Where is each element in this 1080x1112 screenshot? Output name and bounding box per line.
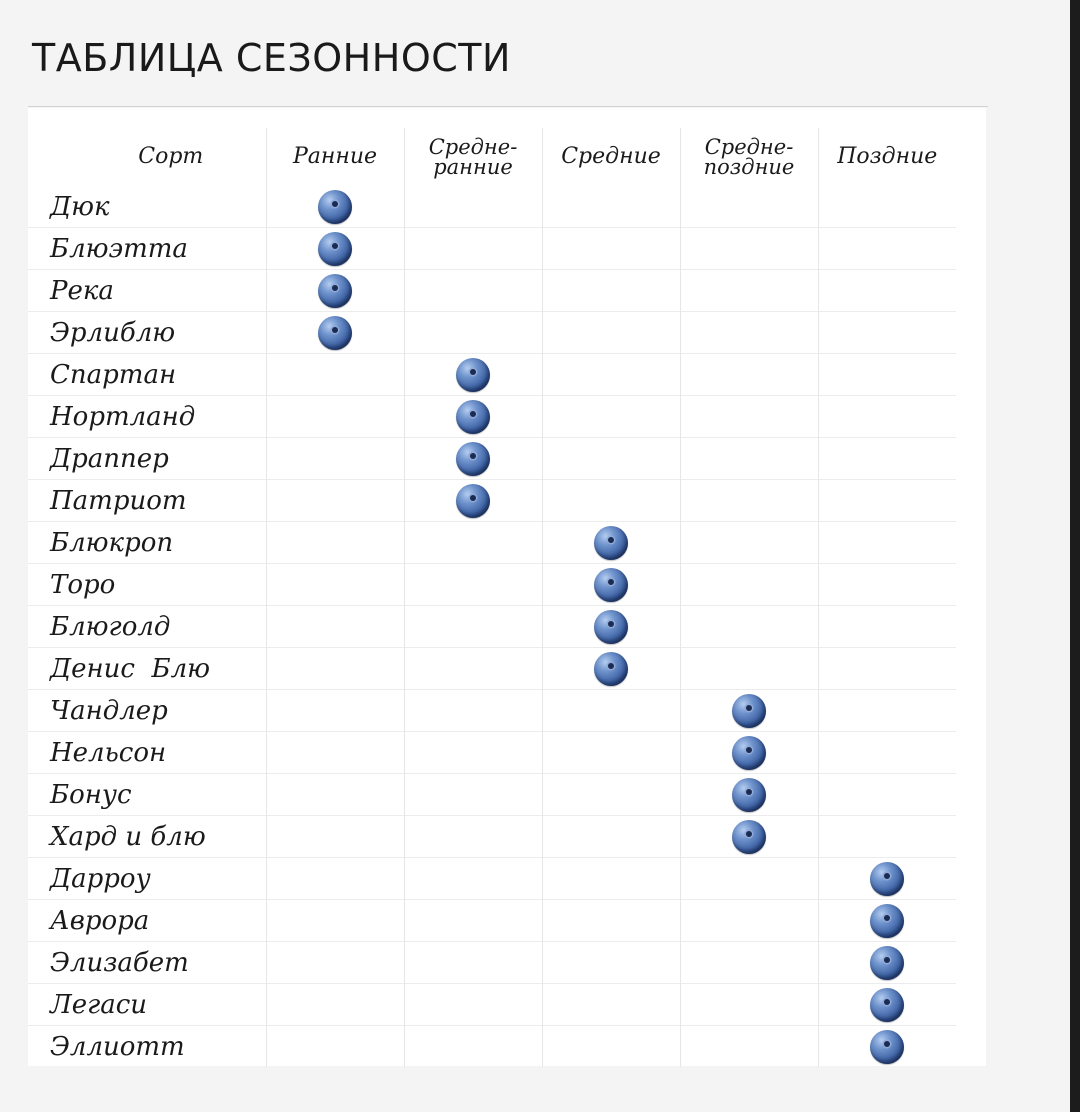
season-cell-mid_late — [680, 774, 818, 816]
season-cell-mid_early — [404, 354, 542, 396]
season-cell-late — [818, 480, 956, 522]
season-cell-mid_early — [404, 858, 542, 900]
blueberry-icon — [456, 358, 490, 392]
season-cell-mid_late — [680, 648, 818, 690]
header-row — [28, 128, 956, 186]
variety-name: Патриот — [28, 480, 266, 522]
season-cell-early — [266, 606, 404, 648]
season-cell-early — [266, 858, 404, 900]
season-cell-late — [818, 732, 956, 774]
season-cell-late — [818, 606, 956, 648]
table-body — [28, 186, 956, 1067]
season-cell-mid — [542, 396, 680, 438]
seasonality-table-panel — [28, 108, 986, 1066]
season-cell-late — [818, 270, 956, 312]
header-late: Поздние — [818, 128, 956, 186]
season-cell-mid_early — [404, 774, 542, 816]
season-cell-mid — [542, 522, 680, 564]
blueberry-icon — [594, 526, 628, 560]
season-cell-mid_late — [680, 438, 818, 480]
season-cell-early — [266, 942, 404, 984]
blueberry-icon — [594, 652, 628, 686]
variety-name: Легаси — [28, 984, 266, 1026]
table-row — [28, 186, 956, 228]
season-cell-late — [818, 816, 956, 858]
variety-name: Бонус — [28, 774, 266, 816]
season-cell-mid_late — [680, 858, 818, 900]
season-cell-late — [818, 564, 956, 606]
season-cell-mid_late — [680, 690, 818, 732]
season-cell-mid — [542, 270, 680, 312]
blueberry-icon — [318, 232, 352, 266]
season-cell-mid_early — [404, 690, 542, 732]
season-cell-mid_late — [680, 522, 818, 564]
season-cell-mid_late — [680, 396, 818, 438]
season-cell-early — [266, 480, 404, 522]
season-cell-mid_late — [680, 816, 818, 858]
blueberry-icon — [318, 190, 352, 224]
season-cell-late — [818, 354, 956, 396]
blueberry-icon — [594, 568, 628, 602]
season-cell-late — [818, 228, 956, 270]
season-cell-mid_late — [680, 606, 818, 648]
season-cell-mid — [542, 690, 680, 732]
table-row — [28, 900, 956, 942]
blueberry-icon — [870, 1030, 904, 1064]
season-cell-late — [818, 312, 956, 354]
page-title: ТАБЛИЦА СЕЗОННОСТИ — [32, 36, 511, 80]
season-cell-late — [818, 858, 956, 900]
variety-name: Нортланд — [28, 396, 266, 438]
season-cell-mid_late — [680, 228, 818, 270]
season-cell-late — [818, 186, 956, 228]
blueberry-icon — [456, 442, 490, 476]
season-cell-mid_early — [404, 438, 542, 480]
header-mid-early: Средне- ранние — [404, 128, 542, 186]
season-cell-early — [266, 648, 404, 690]
table-row — [28, 984, 956, 1026]
blueberry-icon — [732, 736, 766, 770]
season-cell-mid — [542, 774, 680, 816]
season-cell-mid — [542, 228, 680, 270]
season-cell-late — [818, 648, 956, 690]
season-cell-early — [266, 690, 404, 732]
season-cell-late — [818, 984, 956, 1026]
table-row — [28, 774, 956, 816]
table-row — [28, 564, 956, 606]
season-cell-mid_late — [680, 186, 818, 228]
blueberry-icon — [732, 778, 766, 812]
table-row — [28, 438, 956, 480]
season-cell-mid — [542, 606, 680, 648]
table-row — [28, 942, 956, 984]
season-cell-early — [266, 774, 404, 816]
season-cell-mid — [542, 816, 680, 858]
blueberry-icon — [456, 484, 490, 518]
window-edge — [1070, 0, 1080, 1112]
season-cell-early — [266, 1026, 404, 1068]
variety-name: Чандлер — [28, 690, 266, 732]
season-cell-early — [266, 354, 404, 396]
season-cell-early — [266, 816, 404, 858]
variety-name: Блюголд — [28, 606, 266, 648]
season-cell-mid — [542, 480, 680, 522]
season-cell-mid — [542, 984, 680, 1026]
season-cell-late — [818, 438, 956, 480]
season-cell-mid_early — [404, 606, 542, 648]
season-cell-early — [266, 522, 404, 564]
table-row — [28, 270, 956, 312]
season-cell-mid_late — [680, 732, 818, 774]
season-cell-mid_early — [404, 312, 542, 354]
table-row — [28, 480, 956, 522]
table-row — [28, 1026, 956, 1068]
season-cell-mid — [542, 1026, 680, 1068]
season-cell-mid_late — [680, 900, 818, 942]
table-row — [28, 396, 956, 438]
season-cell-mid_early — [404, 564, 542, 606]
season-cell-mid_early — [404, 900, 542, 942]
season-cell-mid — [542, 312, 680, 354]
table-row — [28, 648, 956, 690]
blueberry-icon — [870, 862, 904, 896]
variety-name: Торо — [28, 564, 266, 606]
season-cell-mid — [542, 186, 680, 228]
table-row — [28, 690, 956, 732]
season-cell-early — [266, 228, 404, 270]
table-row — [28, 858, 956, 900]
season-cell-early — [266, 900, 404, 942]
variety-name: Река — [28, 270, 266, 312]
season-cell-mid_early — [404, 396, 542, 438]
season-cell-mid — [542, 648, 680, 690]
season-cell-mid_early — [404, 480, 542, 522]
seasonality-table — [28, 128, 956, 1067]
blueberry-icon — [318, 274, 352, 308]
season-cell-early — [266, 438, 404, 480]
season-cell-mid_early — [404, 732, 542, 774]
header-early: Ранние — [266, 128, 404, 186]
season-cell-early — [266, 732, 404, 774]
header-variety: Сорт — [138, 144, 204, 169]
blueberry-icon — [870, 904, 904, 938]
season-cell-late — [818, 942, 956, 984]
season-cell-early — [266, 312, 404, 354]
season-cell-late — [818, 774, 956, 816]
header-mid: Средние — [542, 128, 680, 186]
variety-name: Драппер — [28, 438, 266, 480]
season-cell-late — [818, 690, 956, 732]
variety-name: Хард и блю — [28, 816, 266, 858]
variety-name: Денис Блю — [28, 648, 266, 690]
season-cell-mid — [542, 900, 680, 942]
season-cell-mid_late — [680, 480, 818, 522]
variety-name: Дюк — [50, 191, 110, 222]
variety-name: Элизабет — [28, 942, 266, 984]
season-cell-mid — [542, 354, 680, 396]
variety-name: Аврора — [28, 900, 266, 942]
blueberry-icon — [594, 610, 628, 644]
season-cell-mid_late — [680, 270, 818, 312]
season-cell-late — [818, 1026, 956, 1068]
season-cell-early — [266, 396, 404, 438]
season-cell-mid_late — [680, 354, 818, 396]
blueberry-icon — [732, 694, 766, 728]
season-cell-late — [818, 396, 956, 438]
season-cell-late — [818, 522, 956, 564]
season-cell-mid_early — [404, 270, 542, 312]
season-cell-mid — [542, 732, 680, 774]
table-row — [28, 228, 956, 270]
blueberry-icon — [870, 946, 904, 980]
season-cell-mid_early — [404, 228, 542, 270]
season-cell-early — [266, 984, 404, 1026]
variety-name: Дарроу — [28, 858, 266, 900]
blueberry-icon — [456, 400, 490, 434]
variety-name: Нельсон — [28, 732, 266, 774]
variety-name: Спартан — [28, 354, 266, 396]
header-mid-late: Средне- поздние — [680, 128, 818, 186]
title-divider — [28, 106, 988, 107]
blueberry-icon — [870, 988, 904, 1022]
season-cell-mid_late — [680, 1026, 818, 1068]
season-cell-early — [266, 564, 404, 606]
variety-name: Блюэтта — [28, 228, 266, 270]
blueberry-icon — [732, 820, 766, 854]
table-row — [28, 606, 956, 648]
table-row — [28, 522, 956, 564]
variety-name: Блюкроп — [28, 522, 266, 564]
season-cell-mid_late — [680, 564, 818, 606]
season-cell-mid — [542, 858, 680, 900]
season-cell-late — [818, 900, 956, 942]
season-cell-mid_early — [404, 186, 542, 228]
season-cell-mid_late — [680, 984, 818, 1026]
variety-name: Эллиотт — [28, 1026, 266, 1068]
table-row — [28, 312, 956, 354]
table-row — [28, 732, 956, 774]
season-cell-mid_late — [680, 942, 818, 984]
season-cell-mid — [542, 564, 680, 606]
season-cell-early — [266, 186, 404, 228]
season-cell-mid_early — [404, 648, 542, 690]
season-cell-mid_early — [404, 522, 542, 564]
season-cell-mid_early — [404, 1026, 542, 1068]
table-row — [28, 816, 956, 858]
table-row — [28, 354, 956, 396]
variety-name: Эрлиблю — [28, 312, 266, 354]
season-cell-mid_early — [404, 942, 542, 984]
season-cell-mid — [542, 942, 680, 984]
season-cell-mid — [542, 438, 680, 480]
season-cell-early — [266, 270, 404, 312]
blueberry-icon — [318, 316, 352, 350]
season-cell-mid_late — [680, 312, 818, 354]
season-cell-mid_early — [404, 984, 542, 1026]
season-cell-mid_early — [404, 816, 542, 858]
